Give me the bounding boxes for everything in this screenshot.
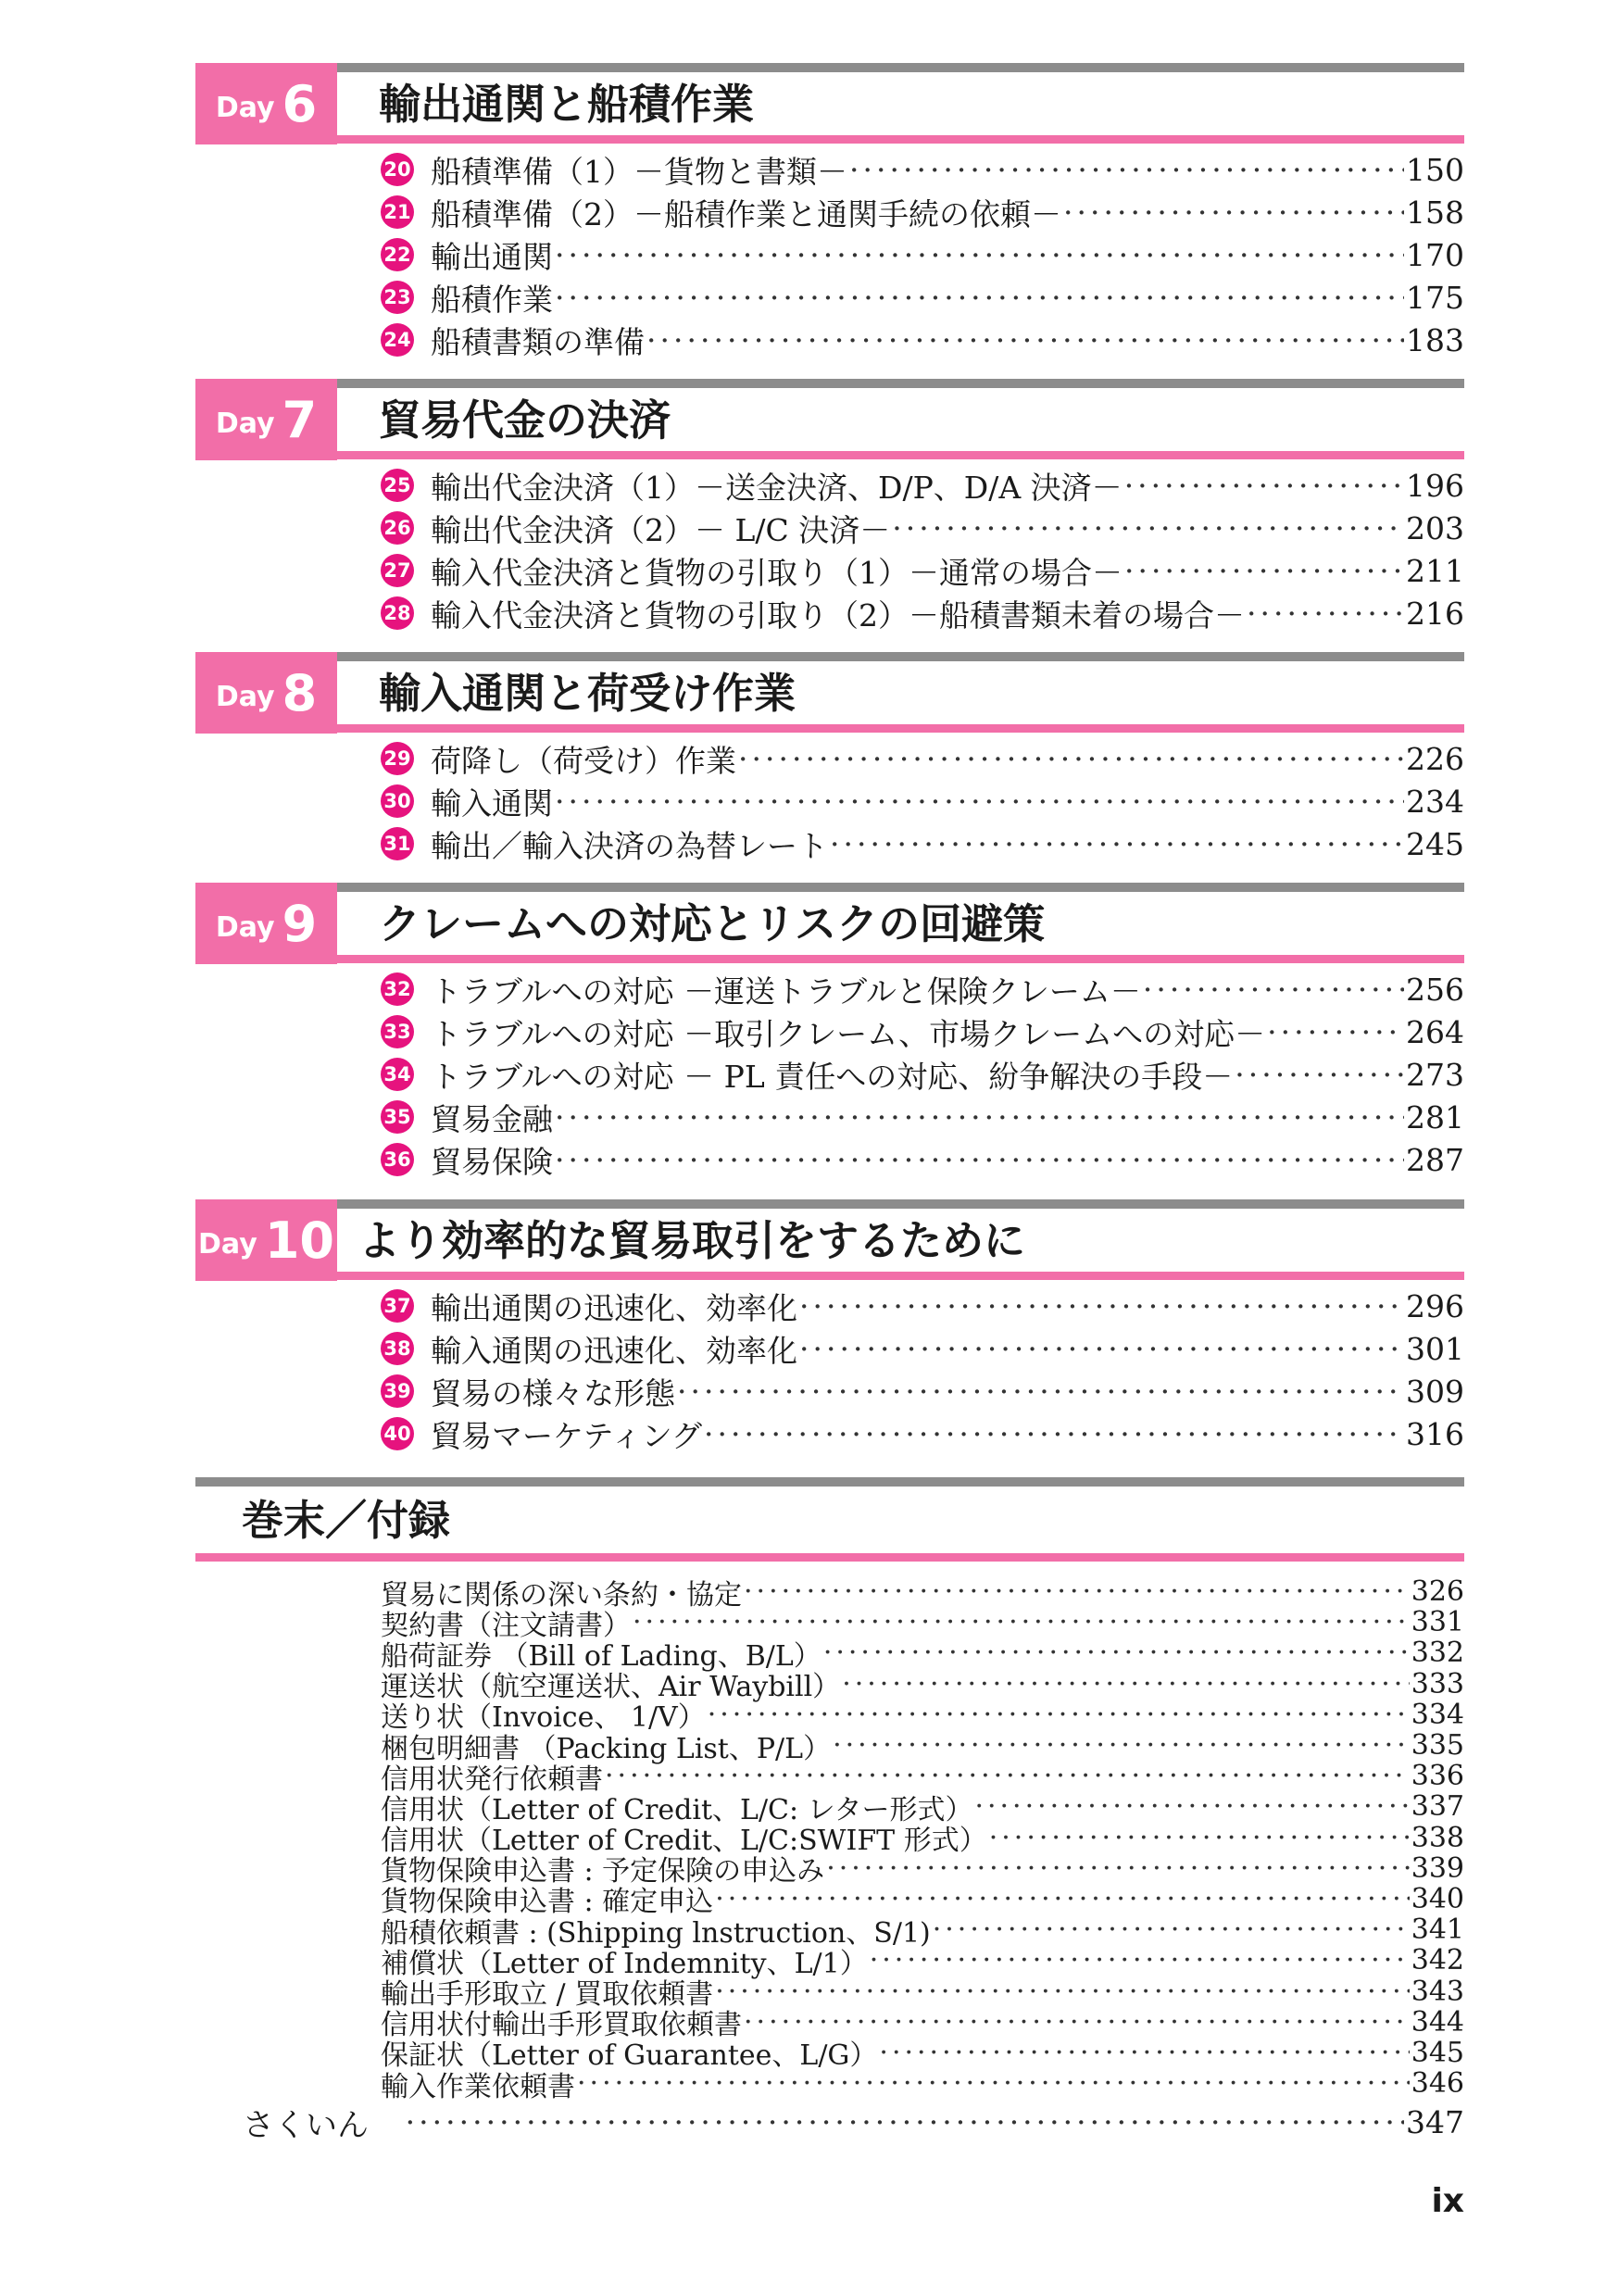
chapter-number-badge: 39 <box>381 1374 414 1408</box>
dot-leader <box>989 1822 1410 1854</box>
entry-title: トラブルへの対応 －運送トラブルと保険クレーム－ <box>431 972 1141 1010</box>
header-rule-bottom <box>337 724 1464 733</box>
entry-title: 貨物保険申込書 : 確定申込 <box>381 1886 714 1919</box>
toc-entry[interactable] <box>195 233 1464 276</box>
chapter-number-badge: 32 <box>381 972 414 1006</box>
toc-entry[interactable] <box>195 1053 1464 1096</box>
entry-title: 送り状（Invoice、 1/V） <box>381 1701 706 1735</box>
entry-page: 309 <box>1406 1373 1464 1410</box>
toc-entry[interactable] <box>195 1412 1464 1455</box>
chapter-number-badge: 35 <box>381 1100 414 1134</box>
entry-page: 338 <box>1411 1821 1464 1854</box>
dot-leader <box>738 741 1404 777</box>
entry-page: 203 <box>1406 509 1464 546</box>
toc-entry[interactable] <box>195 276 1464 319</box>
entry-page: 196 <box>1406 467 1464 504</box>
dot-leader <box>799 1331 1404 1367</box>
entry-title: 貿易に関係の深い条約・協定 <box>381 1578 742 1612</box>
entry-list <box>195 737 1464 865</box>
dot-leader <box>1267 1014 1404 1050</box>
day-label: Day <box>215 91 275 124</box>
entry-title: 契約書（注文請書） <box>381 1609 631 1642</box>
section-day-7 <box>195 379 1464 634</box>
entry-page: 337 <box>1411 1790 1464 1824</box>
toc-entry[interactable] <box>195 1010 1464 1053</box>
dot-leader <box>1247 596 1404 632</box>
entry-page: 340 <box>1411 1882 1464 1915</box>
appendix-list <box>381 1575 1464 2103</box>
index-entry[interactable] <box>243 2101 1464 2143</box>
entry-page: 335 <box>1411 1729 1464 1763</box>
header-rule-top <box>337 379 1464 388</box>
entry-page: 264 <box>1406 1013 1464 1050</box>
entry-list <box>195 968 1464 1181</box>
header-rule-top <box>195 1477 1464 1487</box>
header-rule-bottom <box>337 451 1464 459</box>
dot-leader <box>1063 194 1404 231</box>
entry-title: 補償状（Letter of Indemnity、L/1） <box>381 1947 868 1980</box>
dot-leader <box>1143 972 1404 1008</box>
toc-entry[interactable] <box>195 464 1464 507</box>
entry-title: 保証状（Letter of Guarantee、L/G） <box>381 2039 878 2073</box>
entry-page: 316 <box>1406 1415 1464 1452</box>
toc-entry[interactable] <box>195 148 1464 191</box>
entry-title: 貿易保険 <box>431 1143 553 1180</box>
toc-entry[interactable] <box>195 737 1464 780</box>
dot-leader <box>799 1288 1404 1324</box>
day-badge <box>195 1199 337 1281</box>
entry-title: 輸入代金決済と貨物の引取り（1）－通常の場合－ <box>431 554 1123 591</box>
entry-page: 344 <box>1411 2005 1464 2039</box>
dot-leader <box>555 784 1404 820</box>
entry-page: 234 <box>1406 783 1464 820</box>
section-day-10 <box>195 1199 1464 1455</box>
toc-entry[interactable] <box>195 191 1464 233</box>
entry-page: 336 <box>1411 1760 1464 1793</box>
entry-title: 信用状（Letter of Credit、L/C:SWIFT 形式） <box>381 1825 987 1858</box>
section-header <box>195 883 1464 964</box>
day-number: 10 <box>264 1211 334 1270</box>
chapter-number-badge: 30 <box>381 784 414 818</box>
entry-page: 150 <box>1406 151 1464 188</box>
header-rule-bottom <box>337 955 1464 963</box>
day-label: Day <box>198 1227 257 1261</box>
toc-entry[interactable] <box>195 1138 1464 1181</box>
entry-title: 貿易マーケティング <box>431 1417 703 1454</box>
entry-title: 梱包明細書 （Packing List、P/L） <box>381 1732 832 1765</box>
dot-leader <box>892 510 1404 546</box>
dot-leader <box>1235 1057 1404 1093</box>
chapter-number-badge: 37 <box>381 1289 414 1323</box>
day-badge <box>195 63 337 144</box>
section-header <box>195 63 1464 144</box>
dot-leader <box>744 1575 1410 1608</box>
entry-title: 輸入作業依頼書 <box>381 2070 575 2103</box>
dot-leader <box>715 1976 1410 2008</box>
dot-leader <box>646 322 1404 358</box>
appendix-entry[interactable] <box>381 2067 1464 2103</box>
dot-leader <box>555 1099 1404 1135</box>
toc-entry[interactable] <box>195 1285 1464 1327</box>
section-title: クレームへの対応とリスクの回避策 <box>379 899 1046 948</box>
entry-title: 貿易の様々な形態 <box>431 1374 675 1411</box>
chapter-number-badge: 24 <box>381 323 414 357</box>
header-rule-top <box>337 652 1464 661</box>
entry-page: 341 <box>1411 1913 1464 1947</box>
header-rule-bottom <box>337 1272 1464 1280</box>
day-badge <box>195 652 337 734</box>
dot-leader <box>933 1913 1410 1946</box>
chapter-number-badge: 27 <box>381 554 414 587</box>
toc-entry[interactable] <box>195 1096 1464 1138</box>
entry-page: 158 <box>1406 194 1464 231</box>
entry-page: 339 <box>1411 1851 1464 1885</box>
entry-title: 輸入通関の迅速化、効率化 <box>431 1332 797 1369</box>
index-label: さくいん <box>243 2106 369 2144</box>
entry-title: 船荷証券 （Bill of Lading、B/L） <box>381 1639 822 1673</box>
dot-leader <box>1124 468 1404 504</box>
chapter-number-badge: 20 <box>381 153 414 186</box>
dot-leader <box>823 1637 1410 1669</box>
chapter-number-badge: 36 <box>381 1143 414 1176</box>
dot-leader <box>849 152 1404 188</box>
day-number: 8 <box>282 663 318 722</box>
section-header <box>195 652 1464 734</box>
dot-leader <box>833 1729 1410 1762</box>
entry-title: トラブルへの対応 － PL 責任への対応、紛争解決の手段－ <box>431 1058 1234 1095</box>
entry-page: 170 <box>1406 236 1464 273</box>
entry-title: 船積準備（2）－船積作業と通関手続の依頼－ <box>431 195 1061 232</box>
entry-page: 183 <box>1406 321 1464 358</box>
day-label: Day <box>215 407 275 440</box>
entry-title: 輸出代金決済（2）－ L/C 決済－ <box>431 511 891 548</box>
chapter-number-badge: 31 <box>381 827 414 860</box>
header-rule-top <box>337 63 1464 72</box>
entry-title: 輸出通関 <box>431 238 553 275</box>
day-number: 7 <box>282 390 318 449</box>
dot-leader <box>704 1416 1404 1452</box>
day-number: 9 <box>282 894 318 953</box>
entry-page: 334 <box>1411 1698 1464 1731</box>
entry-title: 輸出／輸入決済の為替レート <box>431 827 828 864</box>
entry-title: トラブルへの対応 －取引クレーム、市場クレームへの対応－ <box>431 1015 1266 1052</box>
chapter-number-badge: 33 <box>381 1015 414 1048</box>
toc-entry[interactable] <box>195 968 1464 1010</box>
toc-entry[interactable] <box>195 1370 1464 1412</box>
header-rule-bottom <box>195 1553 1464 1562</box>
section-title: 輸出通関と船積作業 <box>379 80 755 129</box>
entry-page: 333 <box>1411 1667 1464 1700</box>
entry-page: 332 <box>1411 1637 1464 1670</box>
section-title: 輸入通関と荷受け作業 <box>379 669 796 718</box>
dot-leader <box>555 237 1404 273</box>
dot-leader <box>826 1852 1410 1885</box>
entry-title: 輸出通関の迅速化、効率化 <box>431 1289 797 1326</box>
entry-page: 226 <box>1406 740 1464 777</box>
toc-entry[interactable] <box>195 592 1464 634</box>
entry-title: 貨物保険申込書 : 予定保険の申込み <box>381 1855 825 1888</box>
section-day-6 <box>195 63 1464 361</box>
day-badge <box>195 883 337 964</box>
entry-title: 運送状（航空運送状、Air Waybill） <box>381 1671 841 1704</box>
entry-page: 281 <box>1406 1098 1464 1135</box>
entry-page: 331 <box>1411 1606 1464 1639</box>
chapter-number-badge: 40 <box>381 1417 414 1450</box>
entry-page: 216 <box>1406 595 1464 632</box>
entry-list <box>195 1285 1464 1455</box>
chapter-number-badge: 34 <box>381 1058 414 1091</box>
entry-title: 輸出手形取立 / 買取依頼書 <box>381 1978 714 2012</box>
day-badge <box>195 379 337 460</box>
entry-page: 342 <box>1411 1944 1464 1977</box>
chapter-number-badge: 29 <box>381 742 414 775</box>
entry-title: 輸入通関 <box>431 784 553 822</box>
header-rule-top <box>337 883 1464 892</box>
entry-title: 信用状（Letter of Credit、L/C: レター形式） <box>381 1793 973 1826</box>
chapter-number-badge: 26 <box>381 511 414 545</box>
dot-leader <box>1124 553 1404 589</box>
appendix-title: 巻末／付録 <box>242 1496 451 1545</box>
entry-title: 荷降し（荷受け）作業 <box>431 742 736 779</box>
entry-title: 貿易金融 <box>431 1100 553 1137</box>
entry-list <box>195 464 1464 634</box>
toc-entry[interactable] <box>195 780 1464 822</box>
day-label: Day <box>215 910 275 944</box>
entry-page: 345 <box>1411 2036 1464 2069</box>
toc-entry[interactable] <box>195 1327 1464 1370</box>
header-rule-top <box>337 1199 1464 1209</box>
entry-page: 296 <box>1406 1287 1464 1324</box>
dot-leader <box>842 1668 1410 1700</box>
dot-leader <box>677 1374 1404 1410</box>
entry-page: 287 <box>1406 1141 1464 1178</box>
section-day-9 <box>195 883 1464 1181</box>
dot-leader <box>879 2037 1409 2069</box>
dot-leader <box>830 826 1404 862</box>
chapter-number-badge: 28 <box>381 596 414 630</box>
dot-leader <box>406 2104 1404 2140</box>
entry-title: 船積依頼書 : (Shipping lnstruction、S/1) <box>381 1916 931 1950</box>
entry-page: 273 <box>1406 1056 1464 1093</box>
entry-page: 256 <box>1406 971 1464 1008</box>
day-label: Day <box>215 680 275 713</box>
entry-page: 175 <box>1406 279 1464 316</box>
toc-entry[interactable] <box>195 549 1464 592</box>
dot-leader <box>974 1790 1409 1823</box>
entry-page: 326 <box>1411 1575 1464 1609</box>
chapter-number-badge: 21 <box>381 195 414 229</box>
entry-page: 245 <box>1406 825 1464 862</box>
section-day-8 <box>195 652 1464 865</box>
appendix-header <box>195 1477 1464 1562</box>
chapter-number-badge: 25 <box>381 469 414 502</box>
chapter-number-badge: 23 <box>381 281 414 314</box>
entry-page: 211 <box>1406 552 1464 589</box>
section-header <box>195 1199 1464 1281</box>
header-rule-bottom <box>337 135 1464 144</box>
day-number: 6 <box>282 74 318 133</box>
page-number: ix <box>1431 2182 1464 2220</box>
entry-list <box>195 148 1464 361</box>
entry-page: 343 <box>1411 1975 1464 2008</box>
toc-entry[interactable] <box>195 822 1464 865</box>
section-title: より効率的な貿易取引をするために <box>358 1216 1026 1265</box>
entry-title: 船積準備（1）－貨物と書類－ <box>431 153 847 190</box>
toc-entry[interactable] <box>195 319 1464 361</box>
entry-title: 信用状付輸出手形買取依頼書 <box>381 2009 742 2042</box>
entry-title: 輸出代金決済（1）－送金決済、D/P、D/A 決済－ <box>431 469 1123 506</box>
dot-leader <box>555 280 1404 316</box>
entry-title: 信用状発行依頼書 <box>381 1763 603 1796</box>
section-title: 貿易代金の決済 <box>379 395 671 445</box>
chapter-number-badge: 38 <box>381 1332 414 1365</box>
dot-leader <box>555 1142 1404 1178</box>
chapter-number-badge: 22 <box>381 238 414 271</box>
section-header <box>195 379 1464 460</box>
toc-entry[interactable] <box>195 507 1464 549</box>
dot-leader <box>870 1944 1410 1976</box>
entry-page: 301 <box>1406 1330 1464 1367</box>
dot-leader <box>577 2067 1410 2100</box>
entry-title: 船積書類の準備 <box>431 323 645 360</box>
entry-page: 347 <box>1406 2103 1464 2140</box>
entry-title: 輸入代金決済と貨物の引取り（2）－船積書類未着の場合－ <box>431 596 1245 634</box>
entry-title: 船積作業 <box>431 281 553 318</box>
entry-page: 346 <box>1411 2067 1464 2101</box>
